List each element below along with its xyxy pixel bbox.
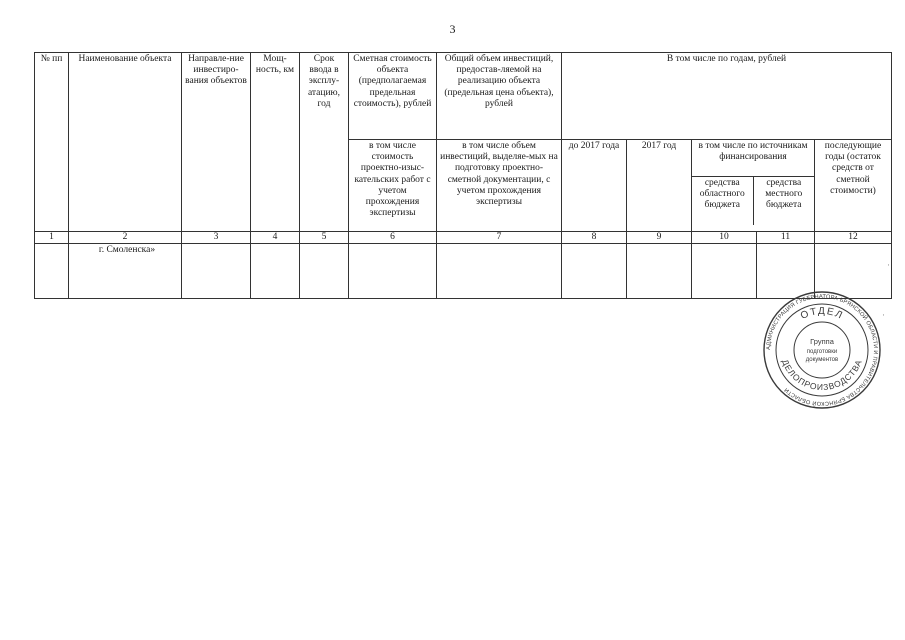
- header-by-years: В том числе по годам, рублей: [562, 53, 892, 140]
- column-number: 7: [437, 232, 562, 244]
- column-number: 10: [692, 232, 757, 244]
- header-total-investment: Общий объем инвестиций, предостав-ляемой на реализацию объекта (предельная цена объекта), рублей: [437, 53, 562, 140]
- investment-table: [34, 52, 892, 299]
- stamp-center-line2: подготовки: [806, 349, 838, 355]
- column-number: 12: [815, 232, 892, 244]
- subheader-design-investment: в том числе объем инвестиций, выделяе-мых на подготовку проектно-сметной документации, с учетом прохождения экспертизы: [437, 140, 562, 232]
- header-commissioning-year: Срок ввода в эксплу-атацию, год: [300, 53, 349, 232]
- page-number: 3: [449, 22, 456, 36]
- cell: [692, 244, 757, 299]
- column-number: 1: [35, 232, 69, 244]
- column-number: 5: [300, 232, 349, 244]
- subheader-regional-budget: средства областного бюджета: [692, 177, 753, 226]
- cell: [437, 244, 562, 299]
- scan-edge-mark: ·: [887, 260, 890, 270]
- funding-sources-block: [692, 140, 815, 232]
- column-number: 8: [562, 232, 627, 244]
- subheader-before-2017: до 2017 года: [562, 140, 627, 232]
- office-stamp: [762, 290, 882, 410]
- header-object-name: Наименование объекта: [69, 53, 182, 232]
- column-number: 6: [349, 232, 437, 244]
- subheader-subsequent-years: последующие годы (остаток средств от сметной стоимости): [815, 140, 892, 232]
- subheader-local-budget: средства местного бюджета: [765, 178, 803, 211]
- cell: [300, 244, 349, 299]
- header-number: № пп: [35, 53, 69, 232]
- header-estimated-cost: Сметная стоимость объекта (предполагаемая предельная стоимость), рублей: [349, 53, 437, 140]
- cell: [562, 244, 627, 299]
- stamp-department-text: ОТДЕЛ: [799, 305, 846, 322]
- cell-object-name: г. Смоленска»: [69, 244, 182, 299]
- scan-edge-mark: ·: [882, 310, 885, 320]
- column-number: 11: [757, 232, 815, 244]
- column-number: 2: [69, 232, 182, 244]
- stamp-center-line3: документов: [805, 357, 839, 363]
- subheader-year-2017: 2017 год: [627, 140, 692, 232]
- column-number: 4: [251, 232, 300, 244]
- cell: [627, 244, 692, 299]
- column-number: 9: [627, 232, 692, 244]
- subheader-survey-cost: в том числе стоимость проектно-изыс-кательских работ с учетом прохождения экспертизы: [349, 140, 437, 232]
- header-capacity: Мощ-ность, км: [251, 53, 300, 232]
- cell: [251, 244, 300, 299]
- cell: [349, 244, 437, 299]
- header-investment-direction: Направле-ние инвестиро-вания объектов: [182, 53, 251, 232]
- subheader-funding-sources: в том числе по источникам финансирования: [692, 140, 814, 177]
- column-number: 3: [182, 232, 251, 244]
- stamp-outer-text: АДМИНИСТРАЦИЯ ГУБЕРНАТОРА БРЯНСКОЙ ОБЛАСТИ И ПРАВИТЕЛЬСТВА БРЯНСКОЙ ОБЛАСТИ: [765, 293, 879, 407]
- stamp-records-text: ДЕЛОПРОИЗВОДСТВА: [780, 357, 864, 393]
- cell: [182, 244, 251, 299]
- funding-sources-subtable: [692, 140, 814, 225]
- stamp-center-line1: Группа: [810, 337, 834, 346]
- cell: [35, 244, 69, 299]
